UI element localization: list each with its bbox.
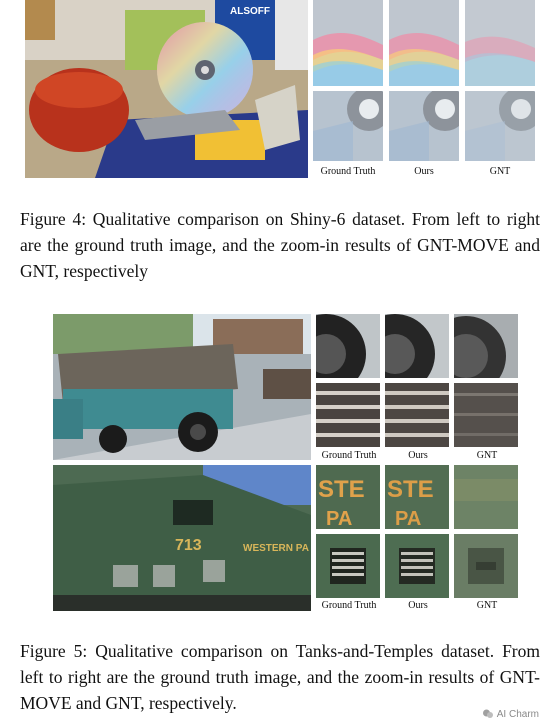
- fig5-label-ours-1: Ours: [408, 450, 428, 461]
- fig4-label-gnt: GNT: [489, 166, 511, 177]
- fig4-crop-gnt-top: [465, 0, 535, 86]
- fig5-crop-ours-vent: [385, 534, 449, 598]
- fig5-train-number: 713: [175, 537, 202, 554]
- fig4-crop-ours-bottom: [389, 91, 459, 161]
- fig5-train-text: WESTERN PA: [243, 543, 309, 554]
- svg-text:STE: STE: [387, 476, 434, 503]
- fig5-label-gnt-1: GNT: [476, 450, 498, 461]
- fig5-label-ground-truth-1: Ground Truth: [321, 450, 377, 461]
- fig5-label-ground-truth-2: Ground Truth: [321, 600, 377, 611]
- fig5-train-image: [53, 465, 311, 611]
- fig5-crop-gnt-letters: [454, 465, 518, 529]
- fig4-crop-gt-top: [313, 0, 383, 86]
- fig4-crop-gnt-bottom: [465, 91, 535, 161]
- svg-text:PA: PA: [395, 508, 422, 529]
- svg-text:PA: PA: [326, 508, 353, 529]
- svg-text:STE: STE: [318, 476, 365, 503]
- fig5-crop-ours-wheel: [385, 314, 449, 378]
- fig5-crop-gnt-wheel: [454, 314, 518, 378]
- watermark: [482, 708, 539, 720]
- fig4-label-ground-truth: Ground Truth: [320, 166, 376, 177]
- fig5-crop-gt-wheel: [316, 314, 380, 378]
- fig4-caption: Figure 4: Qualitative comparison on Shiny-6 dataset. From left to right are the ground truth image, and the zoom-in results of GNT-MOVE and GNT, respectively: [20, 209, 540, 281]
- fig4-label-ours: Ours: [414, 166, 434, 177]
- fig5-crop-gt-slats: [316, 383, 380, 447]
- fig4-main-image: [25, 0, 308, 178]
- fig5-crop-gnt-vent: [454, 534, 518, 598]
- fig5-truck-image: [53, 314, 311, 460]
- fig5-caption: Figure 5: Qualitative comparison on Tanks-and-Temples dataset. From left to right are the ground truth image, and the zoom-in results of GNT-MOVE and GNT, respectively.: [20, 641, 540, 713]
- watermark-text: AI Charm: [496, 708, 539, 720]
- fig5-crop-ours-letters: [385, 465, 449, 529]
- fig5-crop-gnt-slats: [454, 383, 518, 447]
- fig5-crop-ours-slats: [385, 383, 449, 447]
- fig4-crop-gt-bottom: [313, 91, 383, 161]
- wechat-icon: [482, 708, 494, 720]
- fig5-label-gnt-2: GNT: [476, 600, 498, 611]
- fig5-crop-gt-vent: [316, 534, 380, 598]
- fig5-label-ours-2: Ours: [408, 600, 428, 611]
- fig4-box-text: ALSOFF: [230, 6, 270, 17]
- fig5-crop-gt-letters: [316, 465, 380, 529]
- fig4-crop-ours-top: [389, 0, 459, 86]
